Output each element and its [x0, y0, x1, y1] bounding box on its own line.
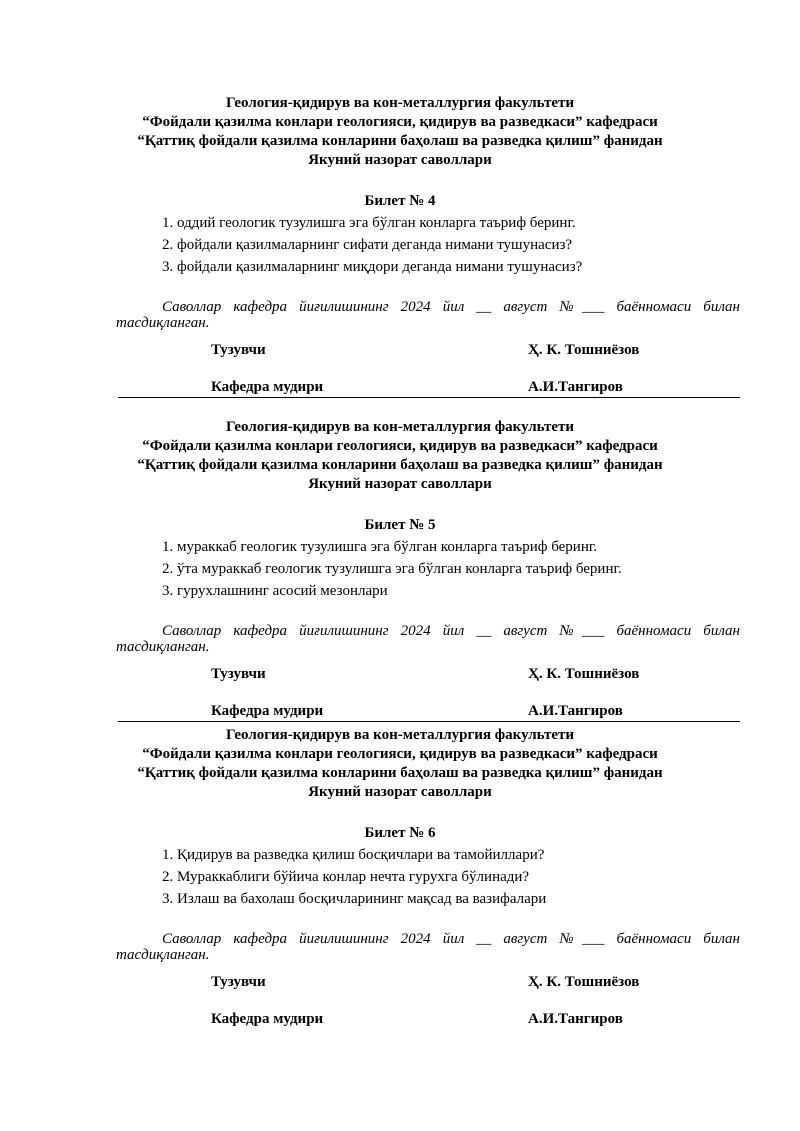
faculty-title: Геология-қидирув ва кон-металлургия факультети [225, 95, 575, 111]
exam-title: Якуний назорат саволлари [308, 476, 492, 492]
head-name: А.И.Тангиров [528, 703, 623, 719]
ticket-number: Билет № 4 [364, 193, 436, 209]
question-item: 3. Излаш ва бахолаш босқичларининг мақсад ва вазифалари [162, 891, 547, 907]
subject-title: “Қаттиқ фойдали қазилма конларини баҳолаш ва разведка қилиш” фанидан [137, 765, 663, 781]
ticket-6 [0, 726, 800, 1029]
head-name: А.И.Тангиров [528, 1011, 623, 1027]
department-title: “Фойдали қазилма конлари геологияси, қидирув ва разведкаси” кафедраси [142, 746, 658, 762]
question-item: 1. Қидирув ва разведка қилиш босқичлари ва тамойиллари? [162, 847, 545, 863]
exam-title: Якуний назорат саволлари [308, 784, 492, 800]
question-list [0, 846, 800, 909]
faculty-title: Геология-қидирув ва кон-металлургия факультети [225, 419, 575, 435]
question-item: 1. оддий геологик тузулишга эга бўлган конларга таъриф беринг. [162, 215, 576, 231]
author-label: Тузувчи [211, 666, 266, 682]
separator-line [118, 721, 740, 722]
author-signature-row [0, 341, 800, 360]
ticket-number: Билет № 5 [364, 517, 436, 533]
approval-note: Саволлар кафедра йиғилишининг 2024 йил __ август №___ баённомаси билан тасдиқланган. [116, 931, 740, 963]
approval-note: Саволлар кафедра йиғилишининг 2024 йил __ август №___ баённомаси билан тасдиқланган. [116, 623, 740, 655]
subject-title: “Қаттиқ фойдали қазилма конларини баҳолаш ва разведка қилиш” фанидан [137, 457, 663, 473]
author-name: Ҳ. К. Тошниёзов [528, 974, 640, 990]
department-title: “Фойдали қазилма конлари геологияси, қидирув ва разведкаси” кафедраси [142, 438, 658, 454]
author-name: Ҳ. К. Тошниёзов [528, 666, 640, 682]
ticket-number: Билет № 6 [364, 825, 436, 841]
approval-note: Саволлар кафедра йиғилишининг 2024 йил __ август №___ баённомаси билан тасдиқланган. [116, 299, 740, 331]
department-title: “Фойдали қазилма конлари геологияси, қидирув ва разведкаси” кафедраси [142, 114, 658, 130]
head-label: Кафедра мудири [211, 1011, 324, 1027]
question-item: 2. ўта мураккаб геологик тузулишга эга бўлган конларга таъриф беринг. [162, 561, 622, 577]
head-signature-row [0, 1010, 800, 1029]
author-signature-row [0, 973, 800, 992]
author-label: Тузувчи [211, 974, 266, 990]
head-label: Кафедра мудири [211, 379, 324, 395]
head-label: Кафедра мудири [211, 703, 324, 719]
question-list [0, 538, 800, 601]
ticket-4 [0, 94, 800, 397]
author-signature-row [0, 665, 800, 684]
head-name: А.И.Тангиров [528, 379, 623, 395]
separator-line [118, 397, 740, 398]
faculty-title: Геология-қидирув ва кон-металлургия факультети [225, 727, 575, 743]
question-item: 3. фойдали қазилмаларнинг миқдори деганда нимани тушунасиз? [162, 259, 583, 275]
question-item: 3. гурухлашнинг асосий мезонлари [162, 583, 388, 599]
author-label: Тузувчи [211, 342, 266, 358]
question-item: 2. фойдали қазилмаларнинг сифати деганда нимани тушунасиз? [162, 237, 573, 253]
head-signature-row [0, 702, 800, 721]
exam-title: Якуний назорат саволлари [308, 152, 492, 168]
subject-title: “Қаттиқ фойдали қазилма конларини баҳолаш ва разведка қилиш” фанидан [137, 133, 663, 149]
question-item: 2. Мураккаблиги бўйича конлар нечта гурухга бўлинади? [162, 869, 530, 885]
question-list [0, 214, 800, 277]
ticket-5 [0, 418, 800, 721]
question-item: 1. мураккаб геологик тузулишга эга бўлган конларга таъриф беринг. [162, 539, 598, 555]
head-signature-row [0, 378, 800, 397]
author-name: Ҳ. К. Тошниёзов [528, 342, 640, 358]
